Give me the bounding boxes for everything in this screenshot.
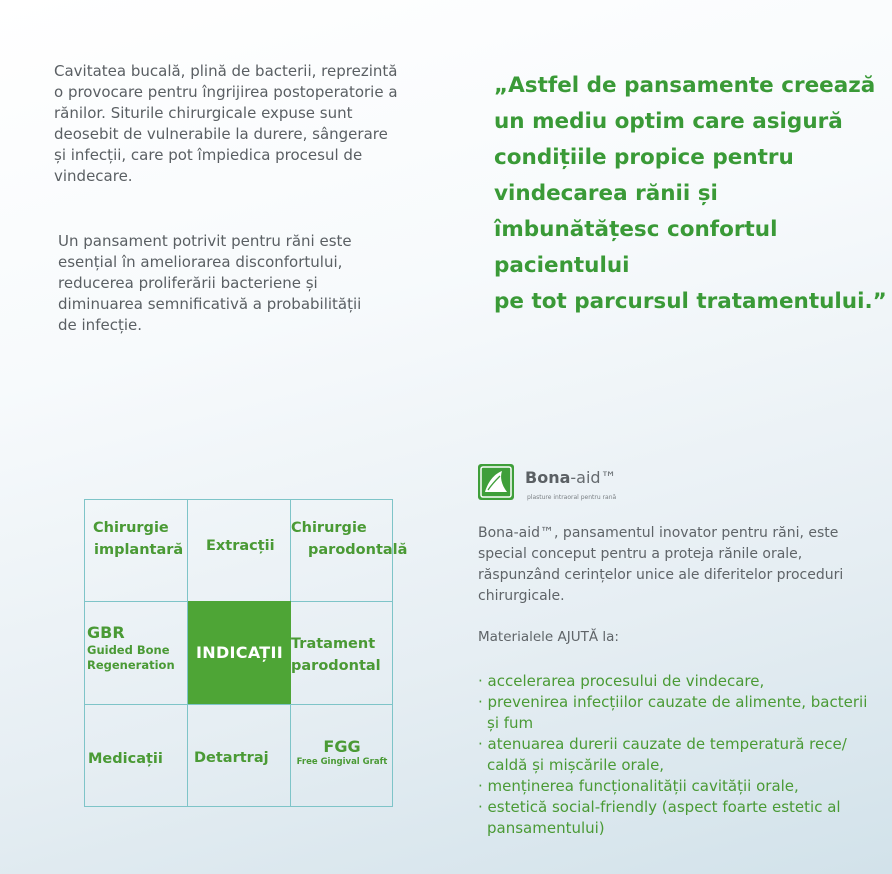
- benefit-item: · prevenirea infecțiilor cauzate de alimente, bacterii și fum: [478, 693, 868, 732]
- help-heading: Materialele AJUTĂ la:: [478, 629, 619, 645]
- quote-line: pacientului: [494, 253, 630, 278]
- cell-line: Guided Bone: [87, 643, 170, 657]
- cell-gbr: [87, 623, 175, 673]
- cell-line: implantară: [94, 542, 184, 558]
- cell-line: Chirurgie: [93, 520, 169, 536]
- brand-tagline: plasture intraoral pentru rană: [527, 494, 617, 501]
- intro-paragraph-2: Un pansament potrivit pentru răni este esențial în ameliorarea disconfortului, reducerea proliferării bacteriene și diminuarea semnificativă a probabilității de infecție.: [58, 232, 362, 334]
- cell-line: Tratament: [291, 636, 376, 652]
- indications-center-label: INDICAȚII: [196, 643, 283, 662]
- cell-chirurgie-parodontala: [291, 517, 407, 561]
- benefit-item: · accelerarea procesului de vindecare,: [478, 672, 765, 690]
- quote-line: condițiile propice pentru: [494, 145, 794, 170]
- brand-name-bold: Bona: [525, 468, 571, 487]
- cell-fgg: [290, 737, 394, 767]
- benefit-item: · estetică social-friendly (aspect foarte estetic al pansamentului): [478, 798, 841, 837]
- cell-line: Chirurgie: [291, 520, 367, 536]
- indications-center-cell: [188, 601, 291, 704]
- cell-tratament-parodontal: [291, 633, 381, 677]
- cell-abbr: GBR: [87, 623, 125, 642]
- brand-name: [525, 468, 617, 487]
- cell-line: parodontal: [291, 658, 381, 674]
- intro-paragraph-1: Cavitatea bucală, plină de bacterii, reprezintă o provocare pentru îngrijirea postoperatorie a rănilor. Siturile chirurgicale expuse sunt deosebit de vulnerabile la durere, sângerare și infecții, care pot împiedica procesul de vindecare.: [54, 62, 398, 185]
- grid-divider: [85, 704, 392, 705]
- cell-line: Regeneration: [87, 658, 175, 672]
- quote-line: „Astfel de pansamente creează: [494, 73, 876, 98]
- quote-line: îmbunătățesc confortul: [494, 217, 778, 242]
- brand-name-rest: -aid™: [570, 468, 617, 487]
- bona-aid-logo-icon: [478, 464, 514, 500]
- cell-extractii: Extracții: [206, 538, 275, 554]
- pull-quote: [494, 68, 887, 320]
- benefit-item: · menținerea funcționalității cavității orale,: [478, 777, 799, 795]
- quote-line: vindecarea rănii și: [494, 181, 718, 206]
- cell-line: parodontală: [308, 542, 408, 558]
- cell-abbr: FGG: [323, 737, 361, 756]
- cell-detartraj: Detartraj: [194, 750, 269, 766]
- cell-line: Free Gingival Graft: [296, 757, 388, 767]
- bona-aid-logo-svg: [478, 464, 514, 500]
- cell-chirurgie-implantara: [93, 517, 183, 561]
- product-description: Bona-aid™, pansamentul inovator pentru răni, este special conceput pentru a proteja rănile orale, răspunzând cerințelor unice ale diferitelor proceduri chirurgicale.: [478, 525, 844, 604]
- quote-line: un mediu optim care asigură: [494, 109, 843, 134]
- benefit-item: · atenuarea durerii cauzate de temperatură rece/ caldă și mișcările orale,: [478, 735, 847, 774]
- cell-medicatii: Medicații: [88, 751, 163, 767]
- benefits-list: [478, 671, 873, 839]
- indications-grid: [84, 499, 408, 807]
- quote-line: pe tot parcursul tratamentului.”: [494, 289, 887, 314]
